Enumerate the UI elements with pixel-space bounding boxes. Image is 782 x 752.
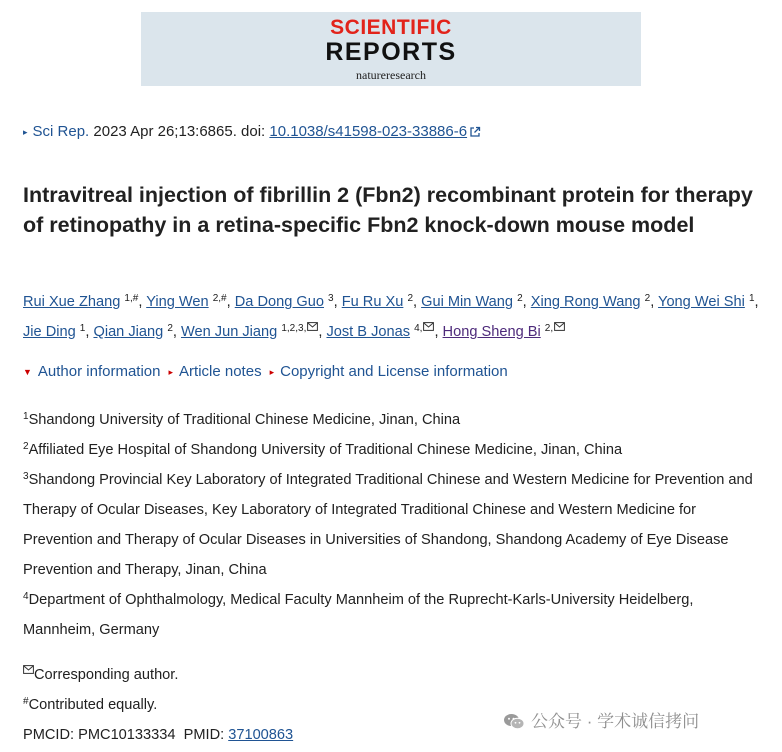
citation-line	[23, 123, 481, 142]
author-name-link[interactable]: Rui Xue Zhang	[23, 294, 121, 310]
author-affiliation-sup	[645, 293, 651, 304]
affiliation-number: 1	[23, 411, 29, 422]
toggle-label: Article notes	[179, 363, 262, 380]
affiliation-number: 2	[23, 441, 29, 452]
author-sup-text: 1,#	[124, 293, 139, 304]
author-item: Jie Ding $^1$,	[23, 323, 94, 340]
toggle-label: Author information	[37, 363, 161, 380]
affiliation-text: Shandong University of Traditional Chinese Medicine, Jinan, China	[28, 412, 461, 428]
author-item: Rui Xue Zhang $^{1,\#}$,	[23, 293, 147, 310]
author-name-link[interactable]: Gui Min Wang	[421, 294, 514, 310]
affiliation-item	[23, 405, 763, 435]
envelope-icon	[23, 666, 34, 677]
author-affiliation-sup	[545, 323, 565, 334]
affiliation-text: Department of Ophthalmology, Medical Faculty Mannheim of the Ruprecht-Karls-University Heidelberg, Mannheim, Germany	[23, 592, 694, 638]
author-name-link[interactable]: Hong Sheng Bi	[442, 324, 541, 340]
hash-symbol: #	[23, 696, 29, 707]
toggle-author-information[interactable]	[23, 363, 161, 380]
author-item: Wen Jun Jiang $^{1,2,3,}$ ,	[180, 323, 327, 340]
author-affiliation-sup	[414, 323, 434, 334]
author-affiliation-sup	[80, 323, 86, 334]
author-name-link[interactable]: Fu Ru Xu	[341, 294, 404, 310]
author-item: Gui Min Wang $^2$,	[421, 293, 531, 310]
author-item: Jost B Jonas $^{4,}$ ,	[326, 323, 443, 340]
affiliation-text: Affiliated Eye Hospital of Shandong University of Traditional Chinese Medicine, Jinan, China	[28, 442, 623, 458]
affiliation-text: Shandong Provincial Key Laboratory of Integrated Traditional Chinese and Western Medicine for Prevention and Therapy of Ocular Diseases, Key Laboratory of Integrated Traditional Chinese and Western Medicine for Prevention and Therapy of Ocular Diseases in Universities of Shandong, Shandong Academy of Eye Disease Prevention and Therapy, Jinan, China	[23, 472, 753, 578]
author-item: Qian Jiang $^2$,	[93, 323, 181, 340]
author-item: Fu Ru Xu $^2$,	[341, 293, 422, 310]
author-item: Da Dong Guo $^3$,	[234, 293, 342, 310]
author-sup-text: 2	[517, 293, 523, 304]
author-affiliation-sup	[124, 293, 138, 304]
triangle-right-icon: ▸	[23, 127, 28, 137]
envelope-icon[interactable]	[307, 322, 318, 331]
affiliation-item	[23, 435, 763, 465]
author-item: Yong Wei Shi $^1$,	[658, 293, 759, 310]
triangle-right-icon: ▸	[168, 367, 174, 377]
watermark	[503, 707, 699, 732]
author-name-link[interactable]: Yong Wei Shi	[658, 294, 745, 310]
citation-details: 2023 Apr 26;13:6865. doi:	[89, 123, 270, 140]
toggle-article-notes[interactable]	[169, 363, 262, 380]
pmcid-value: PMC10133334	[78, 727, 176, 743]
author-sup-text: 2	[167, 323, 173, 334]
article-title: Intravitreal injection of fibrillin 2 (Fbn2) recombinant protein for therapy of retinopathy in a retina-specific Fbn2 knock-down mouse model	[23, 183, 753, 237]
envelope-icon[interactable]	[423, 322, 434, 331]
author-sup-text: 2	[644, 293, 651, 304]
article-toggles	[23, 363, 516, 380]
affiliation-item	[23, 585, 763, 645]
banner-reports: REPORTS	[325, 38, 457, 66]
corresponding-text: Corresponding author.	[34, 667, 179, 683]
corresponding-note	[23, 660, 763, 690]
affiliation-list	[23, 405, 763, 645]
author-affiliation-sup	[328, 293, 334, 304]
journal-banner[interactable]	[141, 12, 641, 86]
author-sup-text: 1	[748, 293, 755, 304]
affiliation-number: 3	[23, 471, 29, 482]
author-name-link[interactable]: Xing Rong Wang	[530, 294, 641, 310]
pmid-label: PMID:	[175, 727, 229, 743]
banner-scientific: SCIENTIFIC	[330, 16, 452, 39]
author-affiliation-sup	[407, 293, 413, 304]
author-affiliation-sup	[213, 293, 227, 304]
author-list	[23, 287, 768, 347]
footnotes	[23, 660, 763, 750]
triangle-right-icon: ▸	[269, 367, 275, 377]
author-item	[443, 324, 566, 340]
toggle-copyright-and-license-information[interactable]	[270, 363, 508, 380]
author-item: Xing Rong Wang $^2$,	[530, 293, 659, 310]
author-sup-text: 2	[407, 293, 413, 304]
author-sup-text: 4,	[414, 323, 423, 334]
author-affiliation-sup	[517, 293, 523, 304]
triangle-down-icon: ▼	[23, 367, 32, 377]
pmid-link[interactable]: 37100863	[228, 727, 294, 743]
author-name-link[interactable]: Jie Ding	[23, 324, 76, 340]
doi-link[interactable]: 10.1038/s41598-023-33886-6	[269, 123, 468, 140]
author-sup-text: 1,2,3,	[281, 323, 307, 334]
banner-publisher: natureresearch	[356, 68, 426, 82]
toggle-label: Copyright and License information	[280, 363, 508, 380]
wechat-icon	[503, 712, 525, 731]
pmcid-label: PMCID:	[23, 727, 79, 743]
author-affiliation-sup	[167, 323, 173, 334]
author-name-link[interactable]: Ying Wen	[146, 294, 209, 310]
envelope-icon[interactable]	[554, 322, 565, 331]
affiliation-item	[23, 465, 763, 585]
author-sup-text: 2,#	[212, 293, 227, 304]
journal-link[interactable]: Sci Rep.	[32, 123, 90, 140]
author-sup-text: 2,	[544, 323, 554, 334]
author-affiliation-sup	[749, 293, 755, 304]
author-name-link[interactable]: Da Dong Guo	[234, 294, 324, 310]
watermark-text: 公众号 · 学术诚信拷问	[531, 712, 700, 731]
affiliation-number: 4	[23, 591, 29, 602]
author-name-link[interactable]: Jost B Jonas	[326, 324, 411, 340]
external-link-icon[interactable]	[469, 125, 481, 142]
author-affiliation-sup	[281, 323, 318, 334]
author-name-link[interactable]: Wen Jun Jiang	[180, 324, 278, 340]
author-item: Ying Wen $^{2,\#}$,	[146, 293, 235, 310]
author-sup-text: 3	[328, 293, 334, 304]
contributed-text: Contributed equally.	[28, 697, 158, 713]
author-sup-text: 1	[79, 323, 86, 334]
author-name-link[interactable]: Qian Jiang	[93, 324, 164, 340]
